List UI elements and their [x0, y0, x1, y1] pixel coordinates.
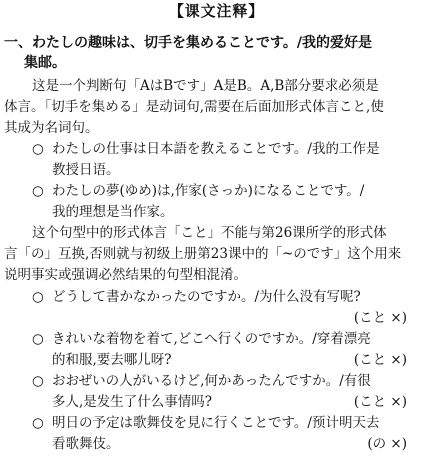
example-bullet: ○: [32, 415, 44, 431]
example-bullet: ○: [32, 141, 44, 157]
example-line: 多人,是发生了什么事情吗?: [52, 394, 213, 410]
example-line: おおぜいの人がいるけど,何かあったんですか。/有很: [52, 373, 371, 389]
example-line: どうして書かなかったのですか。/为什么没有写呢?: [52, 289, 361, 305]
example-line: きれいな着物を着て,どこへ行くのですか。/穿着漂亮: [52, 331, 371, 347]
section-title: 【课文注释】: [168, 2, 265, 20]
example-line: 看歌舞伎。: [52, 436, 120, 452]
para2-line-2: 言「の」互换,否则就与初级上册第23课中的「~のです」这个用来: [4, 246, 402, 262]
example-line: 我的理想是当作家。: [52, 204, 174, 220]
example-bullet: ○: [32, 331, 44, 347]
heading-line-2: 集邮。: [24, 55, 66, 71]
para2-line-1: 这个句型中的形式体言「こと」不能与第26课所学的形式体: [32, 225, 387, 241]
example-line: 明日の予定は歌舞伎を見に行くことです。/预计明天去: [52, 415, 380, 431]
example-line: わたしの夢(ゆめ)は,作家(さっか)になることです。/: [52, 183, 365, 199]
example-bullet: ○: [32, 289, 44, 305]
para1-line-3: 其成为名词句。: [4, 120, 99, 136]
usage-note: (こと ×): [353, 394, 407, 410]
example-line: わたしの仕事は日本語を教えることです。/我的工作是: [52, 141, 380, 157]
example-bullet: ○: [32, 183, 44, 199]
usage-note: (の ×): [367, 436, 407, 452]
heading-line-1: 一、わたしの趣味は、切手を集めることです。/我的爱好是: [4, 35, 372, 51]
para2-line-3: 说明事实或强调必然结果的句型相混淆。: [4, 267, 247, 283]
example-line: 的和服,要去哪儿呀?: [52, 352, 172, 368]
usage-note: (こと ×): [353, 352, 407, 368]
example-bullet: ○: [32, 373, 44, 389]
usage-note: (こと ×): [353, 310, 407, 326]
para1-line-2: 体言。「切手を集める」是动词句,需要在后面加形式体言こと,使: [4, 99, 384, 115]
example-line: 教授日语。: [52, 162, 120, 178]
para1-line-1: 这是一个判断句「AはBです」A是B。A,B部分要求必须是: [32, 78, 379, 94]
